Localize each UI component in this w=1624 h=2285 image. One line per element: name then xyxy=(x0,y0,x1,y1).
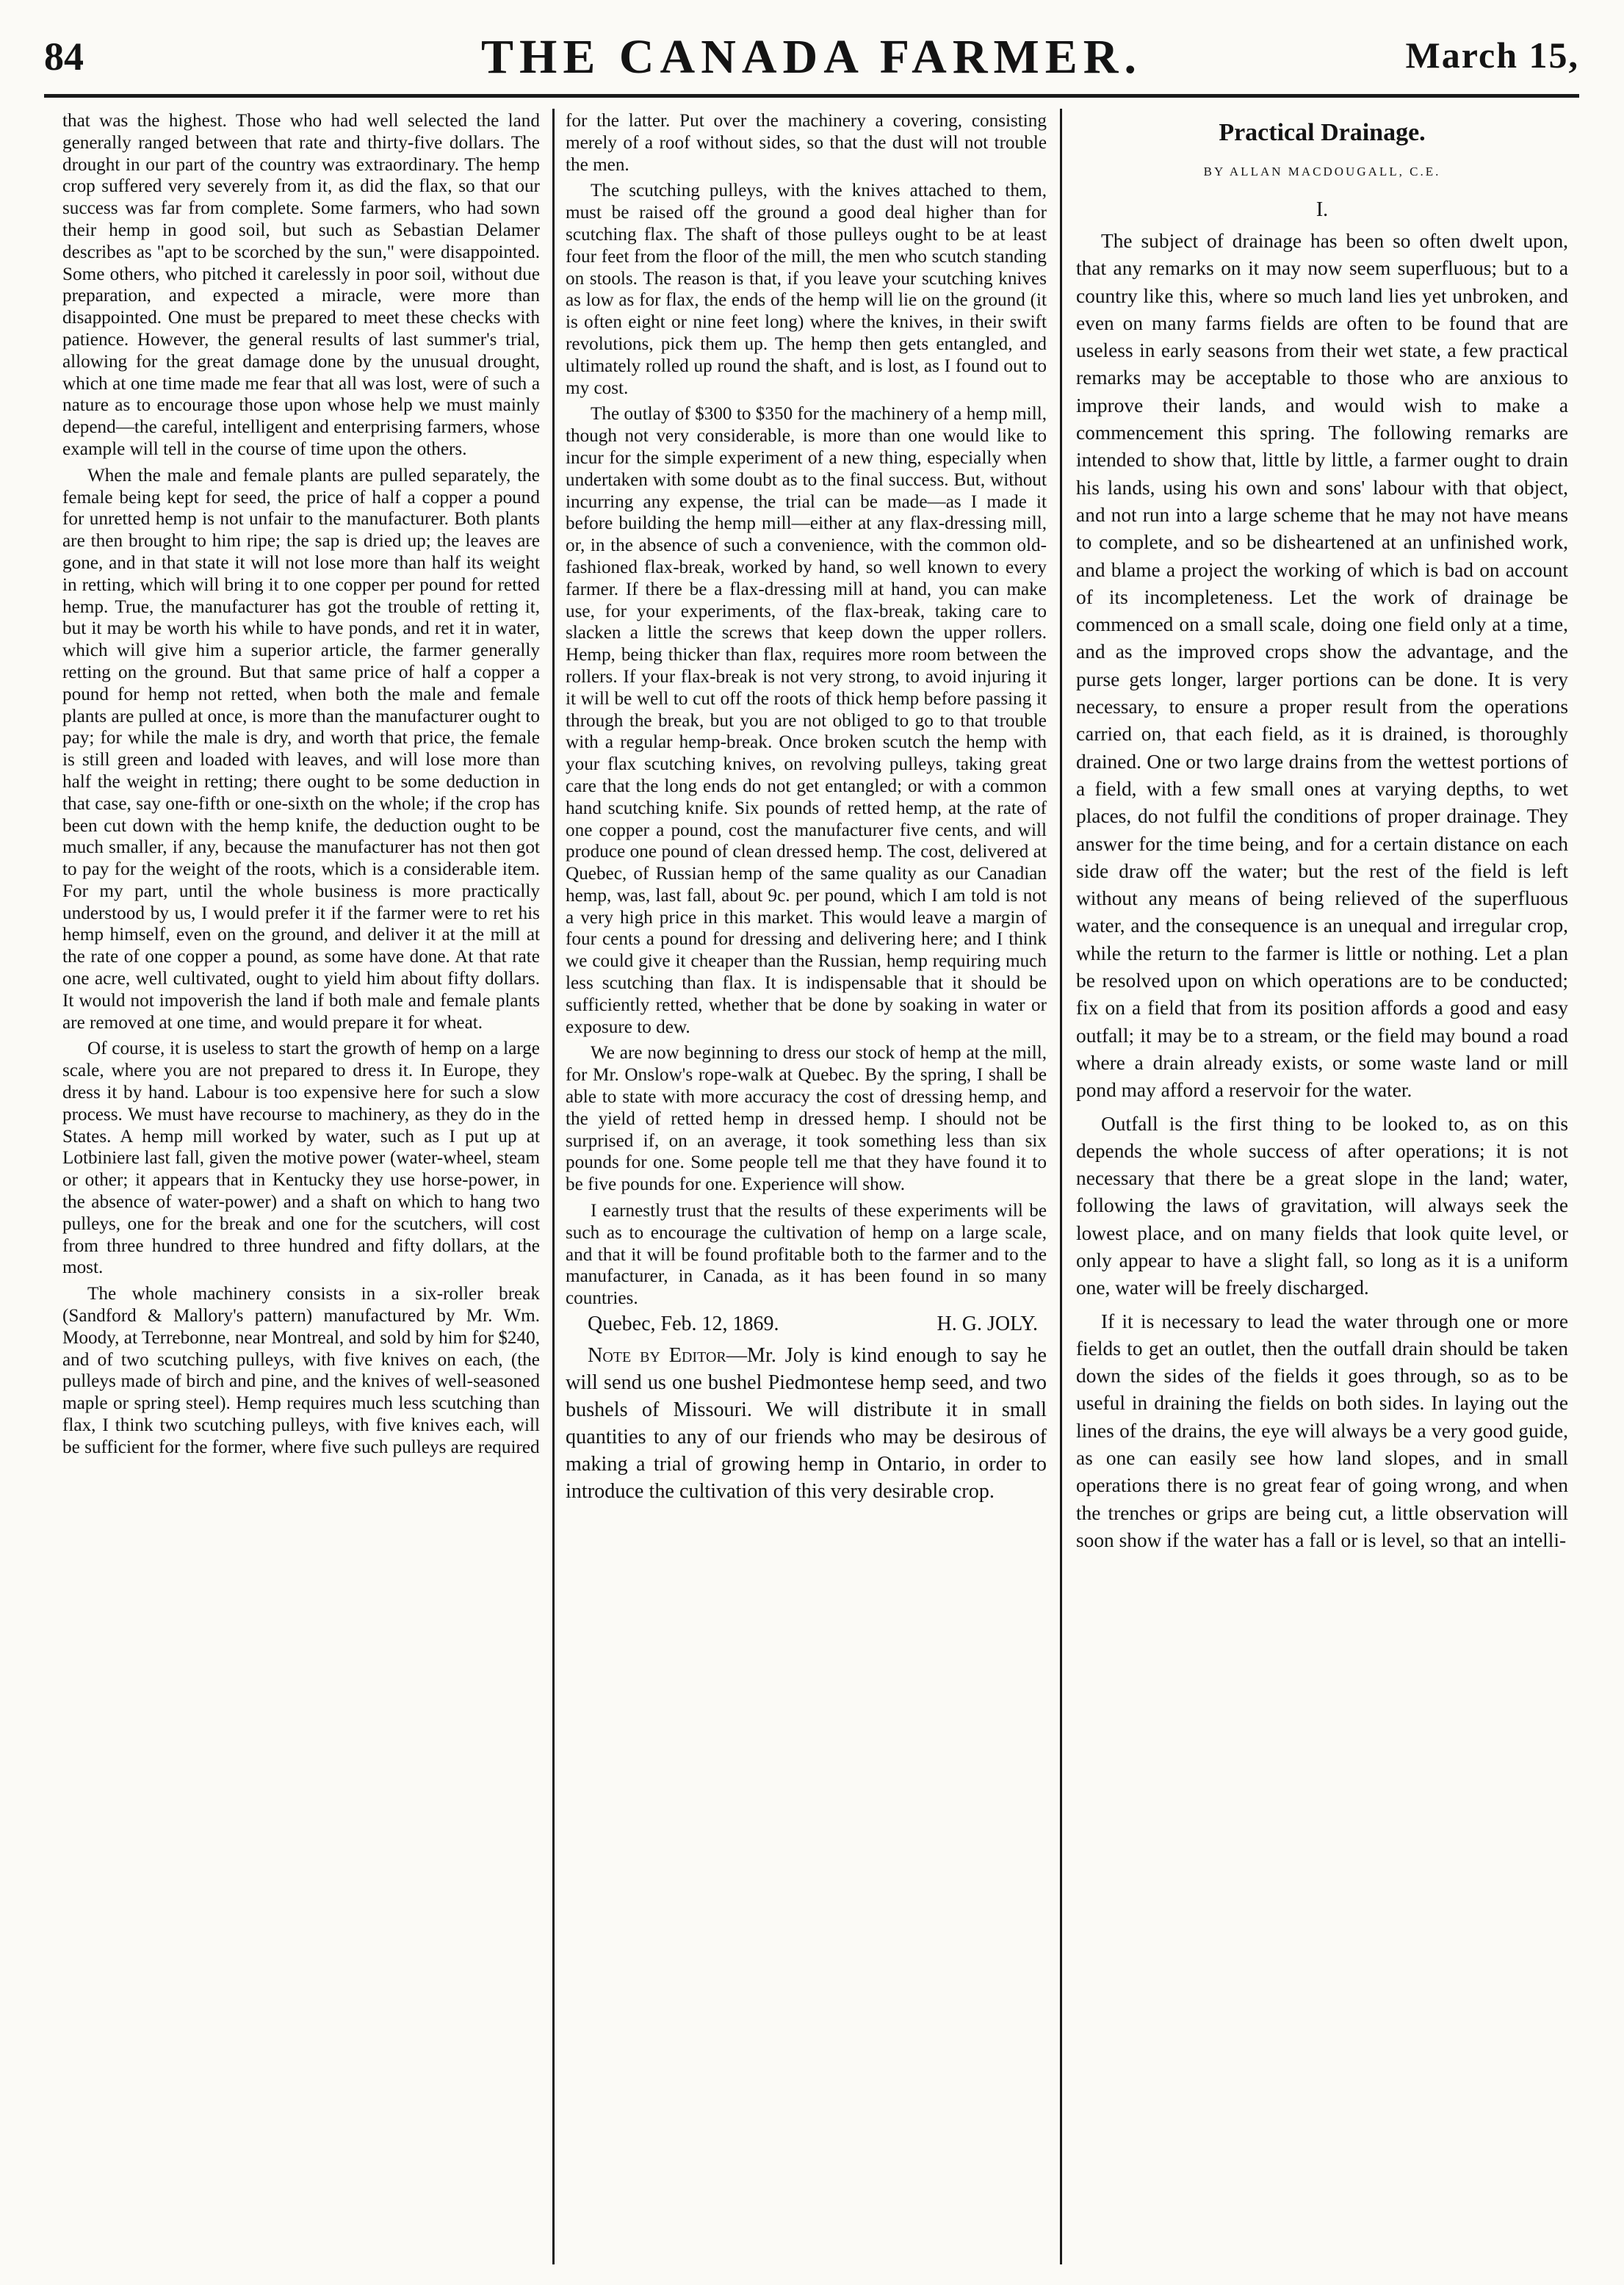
paragraph: If it is necessary to lead the water through one or more fields to get an outlet, then the outfall drain should be taken down the sides of the fields it goes through, so as to be useful in draining the fields on both sides. In laying out the lines of the drains, the eye will always be a very good guide, as one can easily see how land slopes, and in small operations there is no great fear of going wrong, and when the trenches or grips are being cut, a little observation will soon show if the water has a fall or is level, so that an intelli- xyxy=(1076,1310,1568,1551)
editor-note-text: —Mr. Joly is kind enough to say he will send us one bushel Piedmontese hemp seed, and two bushels of Missouri. We will distribute it in small quantities to any of our friends who may be desirous of making a trial of growing hemp in Ontario, in order to introduce the cultivation of this very desirable crop. xyxy=(566,1344,1047,1504)
article-byline: BY ALLAN MACDOUGALL, C.E. xyxy=(1203,165,1441,178)
paragraph: Outfall is the first thing to be looked to, as on this depends the whole success of after operations; it is not necessary that there be a great slope in the land; water, following the laws of gravitation, will always seek the lowest place, and on many fields that look quite level, or only appear to have a slight fall, so long as it is a uniform one, water will be freely discharged. xyxy=(1076,1112,1568,1299)
column-divider xyxy=(1060,109,1062,2264)
paragraph: We are now beginning to dress our stock of hemp at the mill, for Mr. Onslow's rope-walk at Quebec. By the spring, I shall be able to state with more accuracy the cost of dressing hemp, and the yield of retted hemp in dressed hemp. I should not be surprised if, on an average, it took something less than six pounds for one. Some people tell me that they have found it to be five pounds for one. Experience will show. xyxy=(566,1043,1047,1195)
paragraph: that was the highest. Those who had well selected the land generally ranged between that rate and thirty-five dollars. The drought in our part of the country was extraordinary. The hemp crop suffered very severely from it, as did the flax, so that our success was far from complete. Some farmers, who had sown their hemp in good soil, but such as Sebastian Delamer describes as "apt to be scorched by the sun," were disappointed. Some others, who pitched it carelessly in poor soil, without due preparation, and expected a miracle, were more than disappointed. One must be prepared to meet these checks with patience. However, the general results of last summer's trial, allowing for the great damage done by the unusual drought, which at one time made me fear that all was lost, were of such a nature as to encourage those upon whose help we must mainly depend—the careful, intelligent and enterprising farmers, whose example will tell in the course of time upon the others. xyxy=(62,111,540,459)
column-divider xyxy=(552,109,555,2264)
article-title: Practical Drainage. xyxy=(1219,119,1426,146)
paragraph: The outlay of $300 to $350 for the machinery of a hemp mill, though not very considerable, is more than one would like to incur for the simple experiment of a new thing, especially when undertaken with some doubt as to the final success. But, without incurring any expense, the trial can be made—as I made it before building the hemp mill—either at any flax-dressing mill, or, in the absence of such a convenience, with the common old-fashioned flax-break, worked by hand, so well known to every farmer. If there be a flax-dressing mill at hand, you can make use, for your experiments, of the flax-break, taking care to slacken a little the screws that keep down the upper rollers. Hemp, being thicker than flax, requires more room between the rollers. If your flax-break is not very strong, to avoid injuring it it will be well to cut off the roots of thick hemp before passing it through the break, but you are not obliged to go to that trouble with a regular hemp-break. Once broken scutch the hemp with your flax scutching knives, on revolving pulleys, taking great care that the long ends do not get entangled; or with a common hand scutching knife. Six pounds of retted hemp, at the rate of one copper a pound, cost the manufacturer five cents, and will produce one pound of clean dressed hemp. The cost, delivered at Quebec, of Russian hemp of the same quality as our Canadian hemp, was, last fall, about 9c. per pound, which I am told is not a very high price in this market. This would leave a margin of four cents a pound for dressing and delivering here; and I think we could give it cheaper than the Russian, hemp requiring much less scutching than flax. It is indispensable that it should be sufficiently retted, whether that be done by soaking in water or exposure to dew. xyxy=(566,404,1047,1037)
editor-note-label: Note by Editor xyxy=(588,1344,726,1368)
column-1 xyxy=(62,110,540,2259)
page-header xyxy=(44,24,1579,90)
signoff-place-date: Quebec, Feb. 12, 1869. xyxy=(588,1313,779,1336)
editor-note xyxy=(566,1342,1047,1505)
page-number: 84 xyxy=(44,35,84,79)
column-3 xyxy=(1076,110,1568,2259)
paragraph: The subject of drainage has been so often dwelt upon, that any remarks on it may now seem superfluous; but to a country like this, where so much land lies yet unbroken, and even on many farms fields are often to be found that are useless in early seasons from their wet state, a few practical remarks may be acceptable to those who are anxious to improve their lands, and would wish to make a commencement this spring. The following remarks are intended to show that, little by little, a farmer ought to drain his lands, using his own and sons' labour with that object, and not run into a large scheme that he may not have means to complete, and so be disheartened at an unfinished work, and blame a project the working of which is bad on account of its incompleteness. Let the work of drainage be commenced on a small scale, doing one field only at a time, and as the improved crops show the advantage, and the purse gets longer, larger portions can be done. It is very necessary, to ensure a proper result from the operations carried on, that each field, as it is drained, is thoroughly drained. One or two large drains from the wettest portions of a field, with a few small ones at varying depths, to wet places, do not fulfil the conditions of proper drainage. They answer for the time being, and for a certain distance on each side draw off the water; but the rest of the field is left without any means of being relieved of the superfluous water, and the consequence is an unequal and irregular crop, while the return to the farmer is little or nothing. Let a plan be resolved upon on which operations are to be conducted; fix on a field that from its position affords a good and easy outfall; it may be to a stream, or the field may bound a road where a drain already exists, or some waste land or mill pond may afford a reservoir for the water. xyxy=(1076,230,1568,1102)
header-rule xyxy=(44,94,1579,98)
issue-date: March 15, xyxy=(1405,35,1579,76)
paragraph: Of course, it is useless to start the growth of hemp on a large scale, where you are not prepared to dress it. In Europe, they dress it by hand. Labour is too expensive here for such a slow process. We must have recourse to machinery, as they do in the States. A hemp mill worked by water, such as I put up at Lotbiniere last fall, given the motive power (water-wheel, steam or other; it appears that in Kentucky they use horse-power, in the absence of water-power) and a shaft on which to hang two pulleys, one for the break and one for the scutchers, will cost from three hundred to three hundred and fifty dollars, at the most. xyxy=(62,1039,540,1278)
letter-signoff xyxy=(566,1313,1047,1336)
section-number: I. xyxy=(1316,198,1329,221)
paragraph: for the latter. Put over the machinery a covering, consisting merely of a roof without sides, so that the dust will not trouble the men. xyxy=(566,111,1047,175)
column-2 xyxy=(566,110,1047,2259)
paragraph: When the male and female plants are pulled separately, the female being kept for seed, the price of half a copper a pound for unretted hemp is not unfair to the manufacturer. Both plants are then brought to him ripe; the sap is dried up; the leaves are gone, and in that state it will not lose more than half its weight in retting, which will bring it to one copper per pound for retted hemp. True, the manufacturer has got the trouble of retting it, but it may be worth his while to have ponds, and ret it in water, which will give him a superior article, the farmer generally retting on the ground. But that same price of half a copper a pound for hemp not retted, when both the male and female plants are pulled at once, is more than the manufacturer ought to pay; for while the male is dry, and worth that price, the female is still green and loaded with leaves, and will lose more than half the weight in retting; there ought to be some deduction in that case, say one-fifth or one-sixth on the whole; if the crop has been cut down with the hemp knife, the deduction ought to be much smaller, if any, because the manufacturer has not then got to pay for the weight of the roots, which is a considerable item. For my part, until the whole business is more practically understood by us, I would prefer it if the farmer were to ret his hemp himself, even on the ground, and deliver it at the mill at the rate of one copper a pound, as some have done. At that rate one acre, well cultivated, ought to yield him about fifty dollars. It would not impoverish the land if both male and female plants are removed at one time, and would prepare it for wheat. xyxy=(62,465,540,1033)
signoff-name: H. G. JOLY. xyxy=(936,1313,1038,1336)
paragraph: I earnestly trust that the results of these experiments will be such as to encourage the cultivation of hemp on a large scale, and that it will be found profitable both to the farmer and to the manufacturer, in Canada, as it has been found in so many countries. xyxy=(566,1201,1047,1309)
paragraph: The whole machinery consists in a six-roller break (Sandford & Mallory's pattern) manufactured by Mr. Wm. Moody, at Terrebonne, near Montreal, and sold by him for $240, and of two scutching pulleys, with five knives on each, (the pulleys made of birch and pine, and the knives of well-seasoned maple or spring steel). Hemp requires much less scutching than flax, I think two scutching pulleys, with five knives each, will be sufficient for the former, where five such pulleys are required xyxy=(62,1284,540,1457)
masthead: THE CANADA FARMER. xyxy=(481,30,1142,84)
paragraph: The scutching pulleys, with the knives attached to them, must be raised off the ground a good deal higher than for scutching flax. The shaft of those pulleys ought to be at least four feet from the floor of the mill, the men who scutch standing on stools. The reason is that, if you leave your scutching knives as low as for flax, the ends of the hemp will lie on the ground (it is often eight or nine feet long) where the knives, in their swift revolutions, pick them up. The hemp then gets entangled, and ultimately rolled up round the shaft, and is lost, as I found out to my cost. xyxy=(566,181,1047,398)
